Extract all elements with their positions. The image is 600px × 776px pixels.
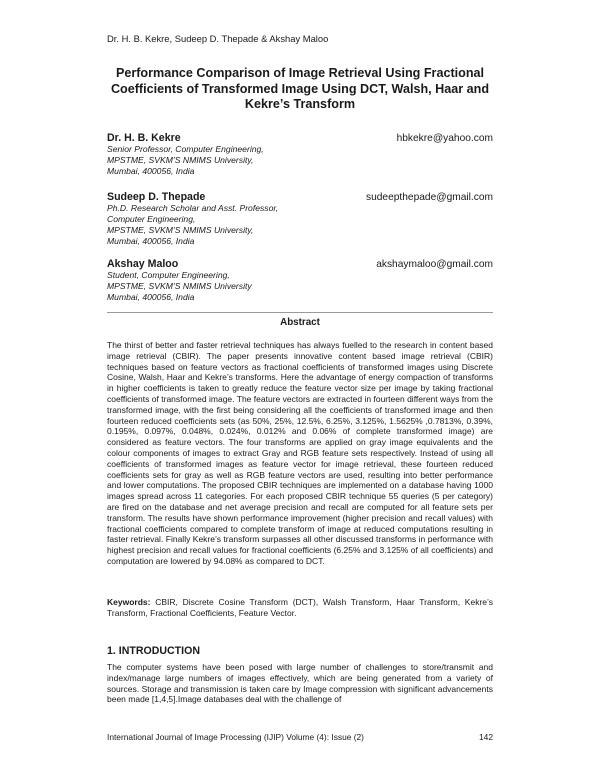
author-block-2 [107, 191, 493, 247]
affiliation-line: MPSTME, SVKM’S NMIMS University, [107, 224, 254, 235]
affiliation-line: Mumbai, 400056, India [107, 235, 195, 246]
abstract-heading: Abstract [280, 317, 320, 328]
author-affiliation [107, 203, 493, 247]
author-email: hbkekre@yahoo.com [396, 133, 493, 144]
affiliation-line: Ph.D. Research Scholar and Asst. Professor, [107, 203, 279, 213]
affiliation-line: Mumbai, 400056, India [107, 291, 195, 302]
footer-journal: International Journal of Image Processing (IJIP) Volume (4): Issue (2) [107, 732, 364, 742]
keywords-list: CBIR, Discrete Cosine Transform (DCT), Walsh Transform, Haar Transform, Kekre’s Transform, Fractional Coefficients, Feature Vector. [107, 597, 493, 618]
author-email: akshaymaloo@gmail.com [376, 259, 493, 270]
running-head: Dr. H. B. Kekre, Sudeep D. Thepade & Akshay Maloo [107, 33, 329, 44]
introduction-body: The computer systems have been posed with large number of challenges to store/transmit and index/manage large numbers of images effectively, which are being generated from a variety of sources. Storage and transmission is taken care by Image compression with significant advancements been made [1,4,5].Image databases deal with the challenge of [107, 662, 493, 705]
footer-page-number: 142 [479, 732, 493, 742]
section-heading-introduction: 1. INTRODUCTION [107, 645, 200, 657]
abstract-body: The thirst of better and faster retrieval techniques has always fuelled to the research in content based image retrieval (CBIR). The paper presents innovative content based image retrieval (CBIR) techniques based on feature vectors as fractional coefficients of transformed images using Discrete Cosine, Walsh, Haar and Kekre’s transforms. Here the advantage of energy compaction of transforms in higher coefficients is taken to greatly reduce the feature vector size per image by taking fractional coefficients of transformed image. The feature vectors are extracted in fourteen different ways from the transformed image, with the first being considering all the coefficients of transformed image and then fourteen reduced coefficients sets (as 50%, 25%, 12.5%, 6.25%, 3.125%, 1.5625% ,0.7813%, 0.39%, 0.195%, 0.097%, 0.048%, 0.024%, 0.012% and 0.06% of complete transformed image) are considered as feature vectors. The four transforms are applied on gray image equivalents and the colour components of images to extract Gray and RGB feature sets respectively. Instead of using all coefficients of transformed images as feature vector for image retrieval, these fourteen reduced coefficients sets for gray as well as RGB feature vectors are used, resulting into better performance and lower computations. The proposed CBIR techniques are implemented on a database having 1000 images spread across 11 categories. For each proposed CBIR technique 55 queries (5 per category) are fired on the database and net average precision and recall are computed for all feature sets per transform. The results have shown performance improvement (higher precision and recall values) with fractional coefficients compared to complete transform of image at reduced computations resulting in faster retrieval. Finally Kekre’s transform surpasses all other discussed transforms in performance with highest precision and recall values for fractional coefficients (6.25% and 3.125% of all coefficients) and computation are lowered by 94.08% as compared to DCT. [107, 340, 493, 566]
author-email: sudeepthepade@gmail.com [365, 192, 493, 203]
abstract-divider [107, 312, 493, 328]
keywords [107, 597, 493, 619]
author-name: Sudeep D. Thepade [107, 191, 206, 203]
author-name: Akshay Maloo [107, 258, 179, 270]
author-name: Dr. H. B. Kekre [107, 132, 181, 144]
author-block-3 [107, 258, 493, 303]
page-footer [107, 732, 493, 742]
affiliation-line: Student, Computer Engineering, [107, 270, 230, 280]
affiliation-line: Mumbai, 400056, India [107, 165, 195, 176]
affiliation-line: Senior Professor, Computer Engineering, [107, 144, 264, 154]
author-affiliation [107, 270, 493, 303]
author-block-1 [107, 132, 493, 177]
keywords-label: Keywords: [107, 597, 151, 607]
affiliation-line: Computer Engineering, [107, 213, 196, 224]
paper-title: Performance Comparison of Image Retrieval Using Fractional Coefficients of Transformed Image Using DCT, Walsh, Haar and Kekre’s Transform [110, 66, 490, 111]
affiliation-line: MPSTME, SVKM’S NMIMS University, [107, 154, 254, 165]
author-affiliation [107, 144, 493, 177]
affiliation-line: MPSTME, SVKM’S NMIMS University [107, 280, 252, 291]
